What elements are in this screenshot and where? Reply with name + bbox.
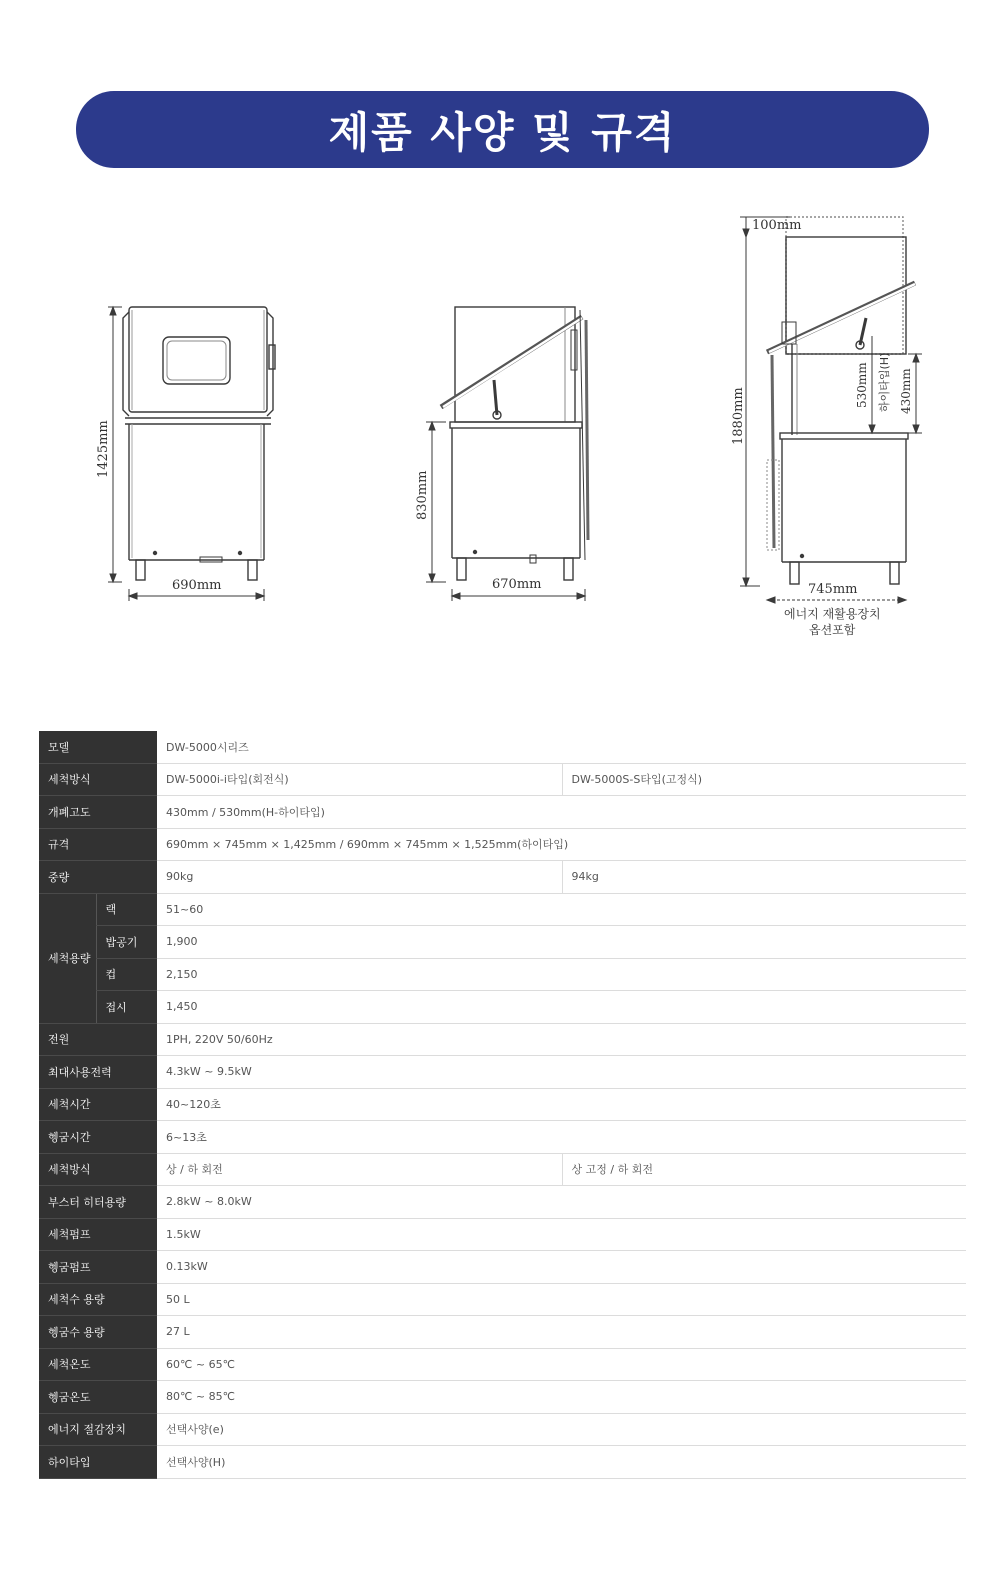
table-row <box>39 1121 966 1154</box>
front-height-label: 1425mm <box>96 420 111 478</box>
front-view-drawing <box>123 307 275 580</box>
spec-value: 50 L <box>157 1283 966 1316</box>
table-row <box>39 796 966 829</box>
table-row <box>39 1446 966 1479</box>
spec-label: 중량 <box>39 861 157 894</box>
table-row <box>39 1023 966 1056</box>
spec-value: 상 고정 / 하 회전 <box>562 1153 966 1186</box>
spec-label: 세척용량 <box>39 893 96 1023</box>
spec-value: 1.5kW <box>157 1218 966 1251</box>
front-width-label: 690mm <box>172 578 222 593</box>
table-row <box>39 958 966 991</box>
spec-label: 규격 <box>39 828 157 861</box>
spec-label: 개폐고도 <box>39 796 157 829</box>
open-depth-label: 745mm <box>808 582 858 597</box>
spec-label: 헹굼시간 <box>39 1121 157 1154</box>
table-row <box>39 1153 966 1186</box>
spec-label: 헹굼온도 <box>39 1381 157 1414</box>
table-row <box>39 731 966 763</box>
spec-value: 2.8kW ~ 8.0kW <box>157 1186 966 1219</box>
table-row <box>39 1381 966 1414</box>
spec-label: 세척방식 <box>39 763 157 796</box>
open-opening-label: 530mm <box>855 362 869 408</box>
spec-value: DW-5000S-S타입(고정식) <box>562 763 966 796</box>
spec-table <box>39 731 966 1479</box>
open-opening-type-label: 하이타입(H) <box>878 352 891 412</box>
open-view-drawing <box>767 217 915 584</box>
open-total-height-label: 1880mm <box>731 387 746 445</box>
spec-value: 선택사양(e) <box>157 1413 966 1446</box>
dimension-drawings <box>0 190 1000 650</box>
table-row <box>39 1283 966 1316</box>
spec-label: 세척온도 <box>39 1348 157 1381</box>
table-row <box>39 1186 966 1219</box>
table-row <box>39 1413 966 1446</box>
spec-value: 430mm / 530mm(H-하이타입) <box>157 796 966 829</box>
open-dimension-lines <box>740 217 922 603</box>
side-width-label: 670mm <box>492 577 542 592</box>
table-row <box>39 1056 966 1089</box>
spec-label: 세척펌프 <box>39 1218 157 1251</box>
open-note-line1: 에너지 재활용장치 <box>784 607 881 621</box>
spec-sublabel: 랙 <box>96 893 157 926</box>
table-row <box>39 1316 966 1349</box>
spec-value: 60℃ ~ 65℃ <box>157 1348 966 1381</box>
spec-value: 90kg <box>157 861 562 894</box>
spec-value: DW-5000시리즈 <box>157 731 966 763</box>
table-row <box>39 1218 966 1251</box>
title-banner <box>76 91 929 168</box>
spec-label: 헹굼수 용량 <box>39 1316 157 1349</box>
spec-label: 최대사용전력 <box>39 1056 157 1089</box>
side-dimension-lines <box>426 422 585 601</box>
table-row <box>39 1088 966 1121</box>
spec-value: 1PH, 220V 50/60Hz <box>157 1023 966 1056</box>
spec-value: 1,900 <box>157 926 966 959</box>
open-note-line2: 옵션포함 <box>809 623 856 637</box>
open-top-label: 100mm <box>752 218 802 233</box>
spec-value: 40~120초 <box>157 1088 966 1121</box>
spec-value: 상 / 하 회전 <box>157 1153 562 1186</box>
spec-sublabel: 밥공기 <box>96 926 157 959</box>
spec-label: 세척방식 <box>39 1153 157 1186</box>
spec-value: 51~60 <box>157 893 966 926</box>
spec-label: 하이타입 <box>39 1446 157 1479</box>
spec-sublabel: 컵 <box>96 958 157 991</box>
spec-value: 선택사양(H) <box>157 1446 966 1479</box>
spec-sublabel: 접시 <box>96 991 157 1024</box>
spec-label: 전원 <box>39 1023 157 1056</box>
spec-value: 6~13초 <box>157 1121 966 1154</box>
table-row <box>39 828 966 861</box>
front-dimension-lines <box>108 307 264 601</box>
spec-value: 2,150 <box>157 958 966 991</box>
spec-value: 0.13kW <box>157 1251 966 1284</box>
spec-value: 27 L <box>157 1316 966 1349</box>
spec-label: 세척수 용량 <box>39 1283 157 1316</box>
side-view-drawing <box>441 307 588 580</box>
table-row <box>39 893 966 926</box>
spec-value: 690mm × 745mm × 1,425mm / 690mm × 745mm × 1,525mm(하이타입) <box>157 828 966 861</box>
spec-label: 세척시간 <box>39 1088 157 1121</box>
table-row <box>39 1348 966 1381</box>
spec-label: 헹굼펌프 <box>39 1251 157 1284</box>
spec-value: 1,450 <box>157 991 966 1024</box>
open-opening-std-label: 430mm <box>899 368 913 414</box>
side-height-label: 830mm <box>415 470 430 520</box>
table-row <box>39 1251 966 1284</box>
spec-label: 에너지 절감장치 <box>39 1413 157 1446</box>
spec-value: DW-5000i-i타입(회전식) <box>157 763 562 796</box>
table-row <box>39 926 966 959</box>
spec-label: 모델 <box>39 731 157 763</box>
table-row <box>39 991 966 1024</box>
table-row <box>39 861 966 894</box>
spec-value: 80℃ ~ 85℃ <box>157 1381 966 1414</box>
table-row <box>39 763 966 796</box>
page-title: 제품 사양 및 규격 <box>328 107 677 157</box>
spec-label: 부스터 히터용량 <box>39 1186 157 1219</box>
spec-value: 4.3kW ~ 9.5kW <box>157 1056 966 1089</box>
spec-value: 94kg <box>562 861 966 894</box>
